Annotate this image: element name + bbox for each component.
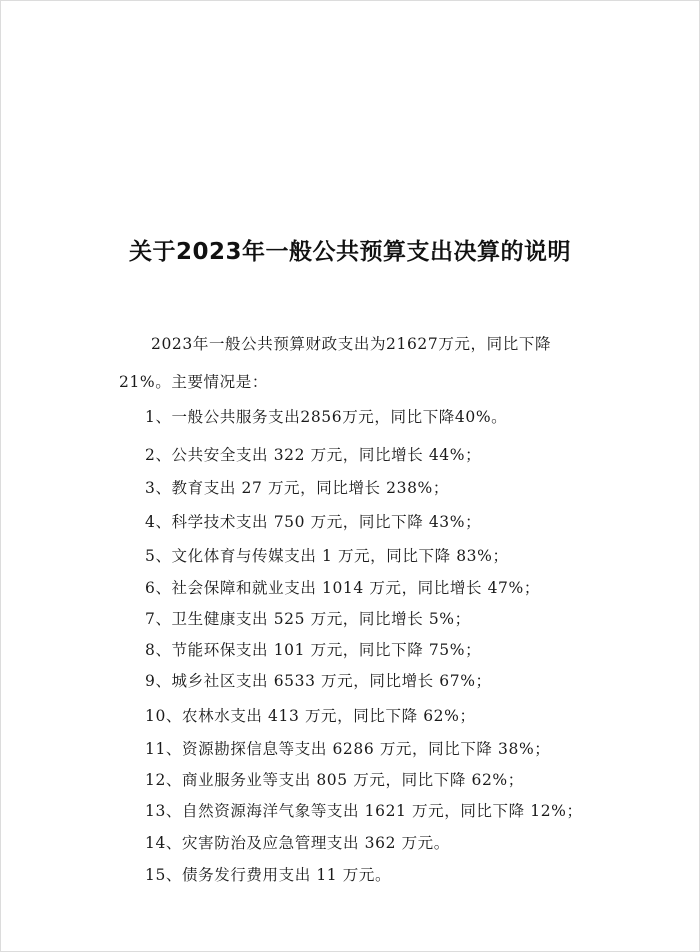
intro-paragraph-line-2: 21%。主要情况是：: [119, 373, 268, 391]
list-item: 3、教育支出 27 万元，同比增长 238%；: [145, 479, 449, 497]
list-item: 10、农林水支出 413 万元，同比下降 62%；: [145, 707, 476, 725]
list-item: 11、资源勘探信息等支出 6286 万元，同比下降 38%；: [145, 740, 551, 758]
list-item: 7、卫生健康支出 525 万元，同比增长 5%；: [145, 610, 471, 628]
list-item: 14、灾害防治及应急管理支出 362 万元。: [145, 834, 450, 852]
list-item: 4、科学技术支出 750 万元，同比下降 43%；: [145, 513, 482, 531]
list-item: 2、公共安全支出 322 万元，同比增长 44%；: [145, 446, 482, 464]
list-item: 5、文化体育与传媒支出 1 万元，同比下降 83%；: [145, 547, 509, 565]
list-item: 13、自然资源海洋气象等支出 1621 万元，同比下降 12%；: [145, 802, 583, 820]
list-item: 15、债务发行费用支出 11 万元。: [145, 866, 392, 884]
list-item: 1、一般公共服务支出2856万元，同比下降40%。: [145, 408, 508, 426]
list-item: 8、节能环保支出 101 万元，同比下降 75%；: [145, 641, 482, 659]
list-item: 9、城乡社区支出 6533 万元，同比增长 67%；: [145, 672, 492, 690]
intro-paragraph-line-1: 2023年一般公共预算财政支出为21627万元，同比下降: [151, 335, 552, 353]
document-title: 关于2023年一般公共预算支出决算的说明: [128, 239, 571, 265]
list-item: 12、商业服务业等支出 805 万元，同比下降 62%；: [145, 771, 524, 789]
list-item: 6、社会保障和就业支出 1014 万元，同比增长 47%；: [145, 579, 540, 597]
